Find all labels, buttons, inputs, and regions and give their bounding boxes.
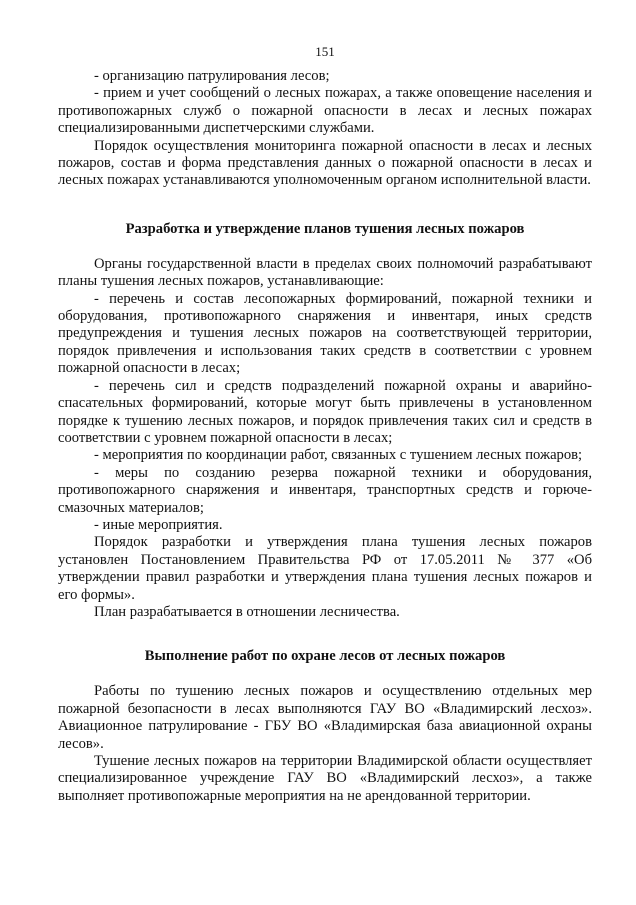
section1-item-formations: - перечень и состав лесопожарных формирований, пожарной техники и оборудования, противопожарного снаряжения и инвентаря, иных средств предупреждения и тушения лесных пожаров на соответствующей территории, порядок привлечения и использования таких средств в соответствии с уровнем пожарной опасности в лесах; [58, 290, 592, 377]
section2-paragraph-works: Работы по тушению лесных пожаров и осуществлению отдельных мер пожарной безопасности в лесах выполняются ГАУ ВО «Владимирский лесхоз». Авиационное патрулирование - ГБУ ВО «Владимирская база авиационной охраны лесов». [58, 683, 592, 752]
section1-order-paragraph: Порядок разработки и утверждения плана тушения лесных пожаров установлен Постановлением Правительства РФ от 17.05.2011 № 377 «Об утверждении правил разработки и утверждения плана тушения лесных пожаров и его формы». [58, 534, 592, 603]
section1-item-other: - иные мероприятия. [94, 516, 223, 533]
section1-lead: Органы государственной власти в пределах своих полномочий разрабатывают планы тушения лесных пожаров, устанавливающие: [58, 255, 592, 290]
intro-bullet-reports: - прием и учет сообщений о лесных пожарах, а также оповещение населения и противопожарных служб о пожарной опасности в лесах и лесных пожарах специализированными диспетчерскими службами. [58, 85, 592, 137]
intro-bullet-patrol: - организацию патрулирования лесов; [94, 68, 330, 84]
section1-plan-paragraph: План разрабатывается в отношении лесничества. [94, 603, 400, 620]
section-heading-plans: Разработка и утверждение планов тушения лесных пожаров [125, 220, 525, 237]
section1-item-reserve: - меры по созданию резерва пожарной техники и оборудования, противопожарного снаряжения и инвентаря, транспортных средств и горюче-смазочных материалов; [58, 464, 592, 516]
page-number: 151 [315, 44, 335, 59]
intro-paragraph-monitoring: Порядок осуществления мониторинга пожарной опасности в лесах и лесных пожаров, состав и форма представления данных о пожарной опасности в лесах и лесных пожарах устанавливаются уполномоченным органом исполнительной власти. [58, 137, 592, 189]
section2-paragraph-firefighting: Тушение лесных пожаров на территории Владимирской области осуществляет специализированное учреждение ГАУ ВО «Владимирский лесхоз», а также выполняет противопожарные мероприятия на не арендованной территории. [58, 753, 592, 804]
section1-item-forces: - перечень сил и средств подразделений пожарной охраны и аварийно-спасательных формирований, которые могут быть привлечены в установленном порядке к тушению лесных пожаров, и порядок привлечения таких сил и средств в соответствии с уровнем пожарной опасности в лесах; [58, 377, 592, 446]
section1-item-coordination: - мероприятия по координации работ, связанных с тушением лесных пожаров; [94, 447, 583, 464]
section-heading-protection: Выполнение работ по охране лесов от лесных пожаров [144, 648, 506, 665]
